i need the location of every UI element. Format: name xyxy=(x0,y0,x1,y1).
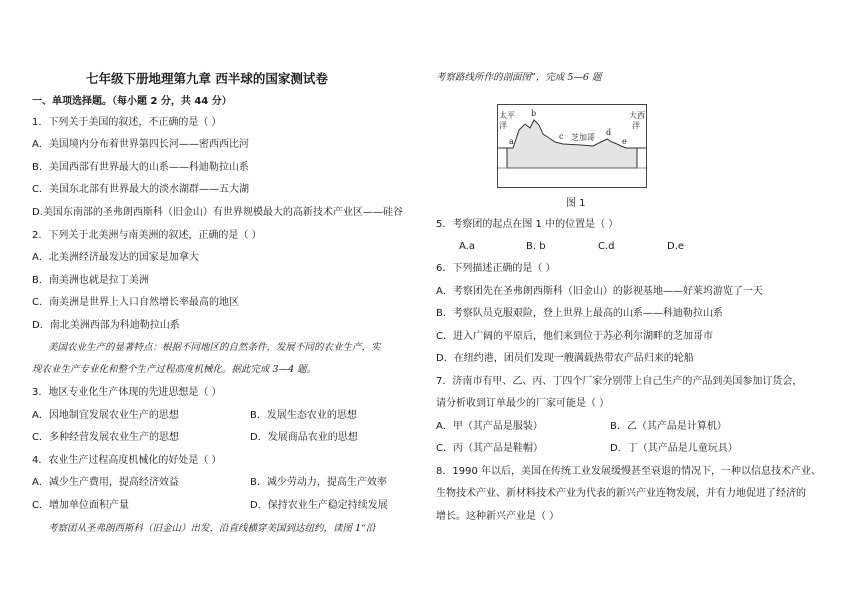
question-4-option-a: A．减少生产费用，提高经济效益 xyxy=(32,477,179,488)
question-5-stem: 5．考察团的起点在图 1 中的位置是（ ） xyxy=(436,219,619,230)
point-d-label: d xyxy=(606,128,612,137)
question-2-option-d: D．南北美洲西部为科迪勒拉山系 xyxy=(32,320,180,331)
question-7-option-c: C．丙（其产品是鞋帽） xyxy=(436,443,543,454)
question-8-line-2: 生物技术产业、新材料技术产业为代表的新兴产业连物发展，并有力地促进了经济的 xyxy=(436,488,806,499)
point-c-label: c xyxy=(559,132,564,141)
figure-caption: 图 1 xyxy=(566,198,586,209)
passage-2-line-1: 考察团从圣弗朗西斯科（旧金山）出发，沿直线横穿美国到达纽约，读图 1“沿 xyxy=(48,523,376,534)
question-1-option-c: C．美国东北部有世界最大的淡水湖群——五大湖 xyxy=(32,184,249,195)
question-3-option-c: C．多种经营发展农业生产的思想 xyxy=(32,432,179,443)
question-2-option-b: B．南美洲也就是拉丁美洲 xyxy=(32,275,149,286)
cross-section-figure xyxy=(497,104,647,188)
point-a-label: a xyxy=(509,137,514,146)
question-2-option-c: C．南美洲是世界上人口自然增长率最高的地区 xyxy=(32,297,239,308)
question-7-option-a: A．甲（其产品是服装） xyxy=(436,421,543,432)
question-5-option-a: A.a xyxy=(459,241,475,252)
question-4-option-b: B．减少劳动力，提高生产效率 xyxy=(250,477,387,488)
question-3-option-d: D．发展商品农业的思想 xyxy=(250,432,358,443)
label-atlantic-line-2: 洋 xyxy=(632,121,640,130)
question-6-option-d: D．在纽约港，团员们发现一艘满载热带农产品归来的轮船 xyxy=(436,353,694,364)
question-8-line-3: 增长。这种新兴产业是（ ） xyxy=(436,511,560,522)
question-6-option-c: C．进入广阔的平原后，他们来到位于苏必利尔湖畔的芝加哥市 xyxy=(436,331,713,342)
question-2-option-a: A．北美洲经济最发达的国家是加拿大 xyxy=(32,252,199,263)
question-5-option-c: C.d xyxy=(598,241,615,252)
question-3-stem: 3．地区专业化生产体现的先进思想是（ ） xyxy=(32,387,222,398)
question-1-option-a: A．美国境内分布着世界第四长河——密西西比河 xyxy=(32,139,249,150)
section-heading: 一、单项选择题。（每小题 2 分，共 44 分） xyxy=(32,96,232,107)
question-1-stem: 1．下列关于美国的叙述，不正确的是（ ） xyxy=(32,117,222,128)
question-6-stem: 6．下列描述正确的是（ ） xyxy=(436,263,556,274)
question-4-option-c: C．增加单位面积产量 xyxy=(32,500,129,511)
question-1-option-b: B．美国西部有世界最大的山系——科迪勒拉山系 xyxy=(32,162,249,173)
question-4-stem: 4．农业生产过程高度机械化的好处是（ ） xyxy=(32,455,222,466)
question-4-option-d: D．保持农业生产稳定持续发展 xyxy=(250,500,388,511)
question-6-option-a: A．考察团先在圣弗朗西斯科（旧金山）的影视基地——好莱坞游览了一天 xyxy=(436,286,763,297)
question-1-option-d: D.美国东南部的圣弗朗西斯科（旧金山）有世界规模最大的高新技术产业区——硅谷 xyxy=(32,207,403,218)
page-title: 七年级下册地理第九章 西半球的国家测试卷 xyxy=(86,71,328,86)
question-6-option-b: B．考察队员克服艰险，登上世界上最高的山系——科迪勒拉山系 xyxy=(436,308,723,319)
question-2-stem: 2．下列关于北美洲与南美洲的叙述，正确的是（ ） xyxy=(32,230,262,241)
label-atlantic-line-1: 大西 xyxy=(629,111,645,120)
question-7-option-b: B．乙（其产品是计算机） xyxy=(610,421,727,432)
passage-1-line-1: 美国农业生产的显著特点：根据不同地区的自然条件，发展不同的农业生产，实 xyxy=(48,342,381,353)
point-e-label: e xyxy=(622,137,627,146)
question-5-option-b: B. b xyxy=(526,241,546,252)
question-7-stem-line-1: 7．济南市有甲、乙、丙、丁四个厂家分别带上自己生产的产品到美国参加订货会， xyxy=(436,376,803,387)
label-pacific-line-1: 太平 xyxy=(499,111,515,120)
passage-2-line-2: 考察路线所作的剖面图”，完成 5—6 题 xyxy=(436,72,602,83)
label-chicago: 芝加哥 xyxy=(571,133,595,142)
question-7-stem-line-2: 请分析收到订单最少的厂家可能是（ ） xyxy=(436,398,610,409)
passage-1-line-2: 现农业生产专业化和整个生产过程高度机械化。据此完成 3—4 题。 xyxy=(32,364,317,375)
question-8-line-1: 8．1990 年以后，美国在传统工业发展缓慢甚至衰退的情况下，一种以信息技术产业、 xyxy=(436,466,821,477)
label-pacific-line-2: 洋 xyxy=(499,121,507,130)
question-3-option-b: B．发展生态农业的思想 xyxy=(250,410,357,421)
question-3-option-a: A．因地制宜发展农业生产的思想 xyxy=(32,410,179,421)
question-7-option-d: D．丁（其产品是儿童玩具） xyxy=(610,443,738,454)
point-b-label: b xyxy=(531,109,537,118)
question-5-option-d: D.e xyxy=(667,241,685,252)
